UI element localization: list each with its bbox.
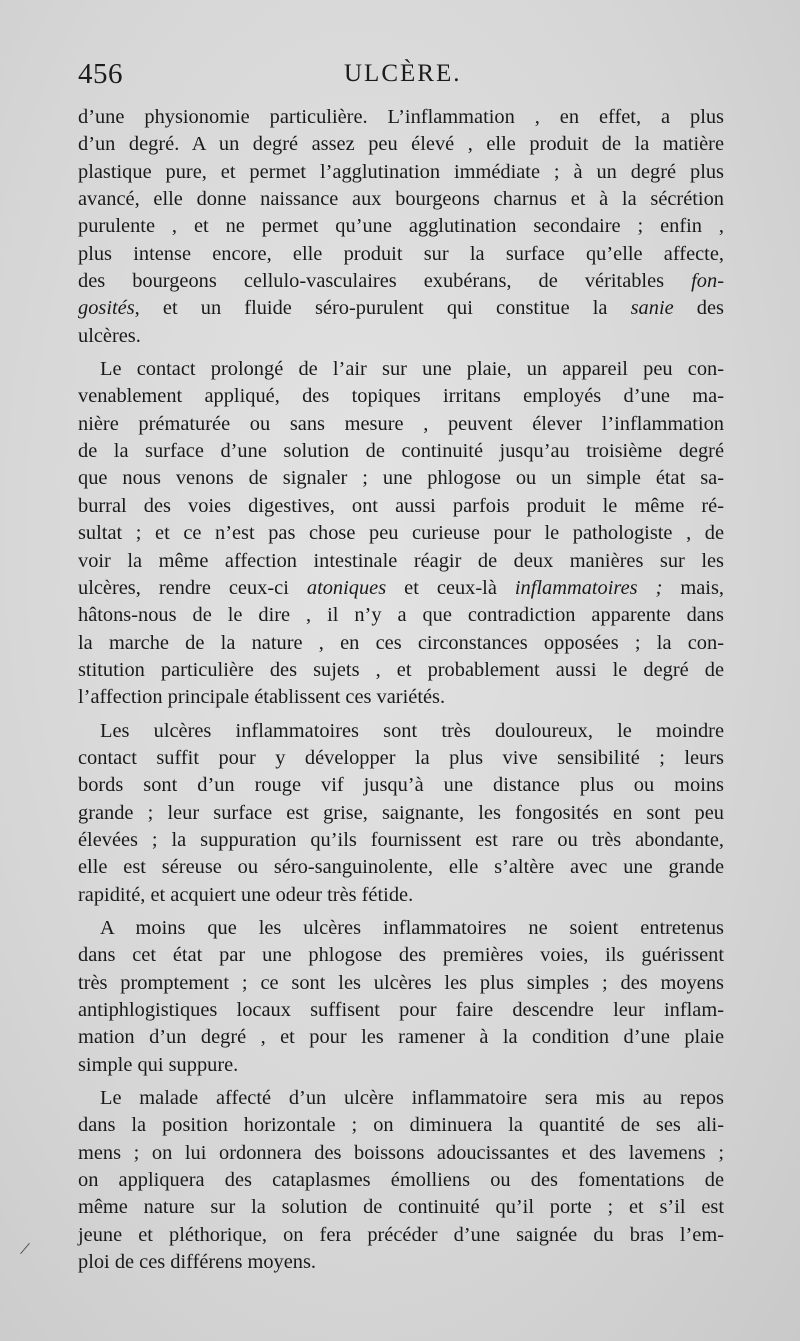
text-line: nière prématurée ou sans mesure , peuvent élever l’inflammation (78, 412, 724, 435)
page-number: 456 (78, 58, 123, 90)
text-line: hâtons-nous de le dire , il n’y a que contradiction apparente dans (78, 604, 724, 627)
text-line: même nature sur la solution de continuité qu’il porte ; et s’il est (78, 1196, 724, 1219)
text-line: ulcères, rendre ceux-ci atoniques et ceux-là inflammatoires ; mais, (78, 576, 724, 599)
paragraph (78, 1085, 724, 1276)
text-line: Le contact prolongé de l’air sur une plaie, un appareil peu con- (100, 358, 724, 381)
text-line: on appliquera des cataplasmes émolliens ou des fomentations de (78, 1169, 724, 1192)
text-line: elle est séreuse ou séro-sanguinolente, elle s’altère avec une grande (78, 856, 724, 879)
text-line: élevées ; la suppuration qu’ils fournissent est rare ou très abondante, (78, 828, 724, 851)
text-line: voir la même affection intestinale réagir de deux manières sur les (78, 549, 724, 572)
text-line: très promptement ; ce sont les ulcères les plus simples ; des moyens (78, 971, 724, 994)
paragraph (78, 356, 724, 711)
paragraph (78, 718, 724, 909)
text-line: stitution particulière des sujets , et probablement aussi le degré de (78, 658, 724, 681)
text-line: ploi de ces différens moyens. (78, 1251, 317, 1274)
paragraph (78, 915, 724, 1079)
stray-pen-mark (20, 1243, 30, 1254)
text-line: rapidité, et acquiert une odeur très fétide. (78, 883, 414, 906)
text-line: que nous venons de signaler ; une phlogose ou un simple état sa- (78, 467, 724, 490)
text-line: sultat ; et ce n’est pas chose peu curieuse pour le pathologiste , de (78, 522, 724, 545)
text-line: purulente , et ne permet qu’une agglutination secondaire ; enfin , (78, 215, 724, 238)
text-line: plastique pure, et permet l’agglutination immédiate ; à un degré plus (78, 160, 724, 183)
text-line: des bourgeons cellulo-vasculaires exubérans, de véritables fon- (78, 270, 724, 293)
text-line: l’affection principale établissent ces variétés. (78, 686, 446, 709)
text-line: antiphlogistiques locaux suffisent pour faire descendre leur inflam- (78, 999, 724, 1021)
body-text (78, 104, 724, 1276)
running-title: ULCÈRE. (344, 60, 462, 87)
text-line: Le malade affecté d’un ulcère inflammatoire sera mis au repos (100, 1087, 724, 1110)
text-line: jeune et pléthorique, on fera précéder d’une saignée du bras l’em- (78, 1223, 724, 1246)
text-line: venablement appliqué, des topiques irritans employés d’une ma- (78, 385, 724, 408)
text-line: mation d’un degré , et pour les ramener à la condition d’une plaie (78, 1026, 724, 1049)
text-line: avancé, elle donne naissance aux bourgeons charnus et à la sécrétion (78, 188, 724, 211)
text-line: de la surface d’une solution de continuité jusqu’au troisième degré (78, 440, 724, 463)
text-line: contact suffit pour y développer la plus vive sensibilité ; leurs (78, 746, 724, 769)
paragraph (78, 104, 724, 350)
text-line: la marche de la nature , en ces circonstances opposées ; la con- (78, 631, 724, 654)
text-line: gosités, et un fluide séro-purulent qui constitue la sanie des (78, 297, 724, 320)
text-line: grande ; leur surface est grise, saignante, les fongosités en sont peu (78, 801, 724, 824)
text-line: ulcères. (78, 324, 141, 347)
text-line: dans cet état par une phlogose des premières voies, ils guérissent (78, 944, 724, 967)
text-line: mens ; on lui ordonnera des boissons adoucissantes et des lavemens ; (78, 1141, 724, 1164)
text-line: plus intense encore, elle produit sur la surface qu’elle affecte, (78, 242, 724, 265)
text-line: burral des voies digestives, ont aussi parfois produit le même ré- (78, 494, 724, 517)
text-line: simple qui suppure. (78, 1053, 239, 1076)
text-line: dans la position horizontale ; on diminuera la quantité de ses ali- (78, 1114, 724, 1137)
text-line: Les ulcères inflammatoires sont très douloureux, le moindre (100, 719, 724, 742)
text-line: bords sont d’un rouge vif jusqu’à une distance plus ou moins (78, 774, 724, 797)
text-line: A moins que les ulcères inflammatoires ne soient entretenus (100, 916, 724, 939)
text-line: d’une physionomie particulière. L’inflammation , en effet, a plus (78, 106, 724, 128)
text-line: d’un degré. A un degré assez peu élevé , elle produit de la matière (78, 133, 724, 156)
page-header (78, 58, 724, 98)
